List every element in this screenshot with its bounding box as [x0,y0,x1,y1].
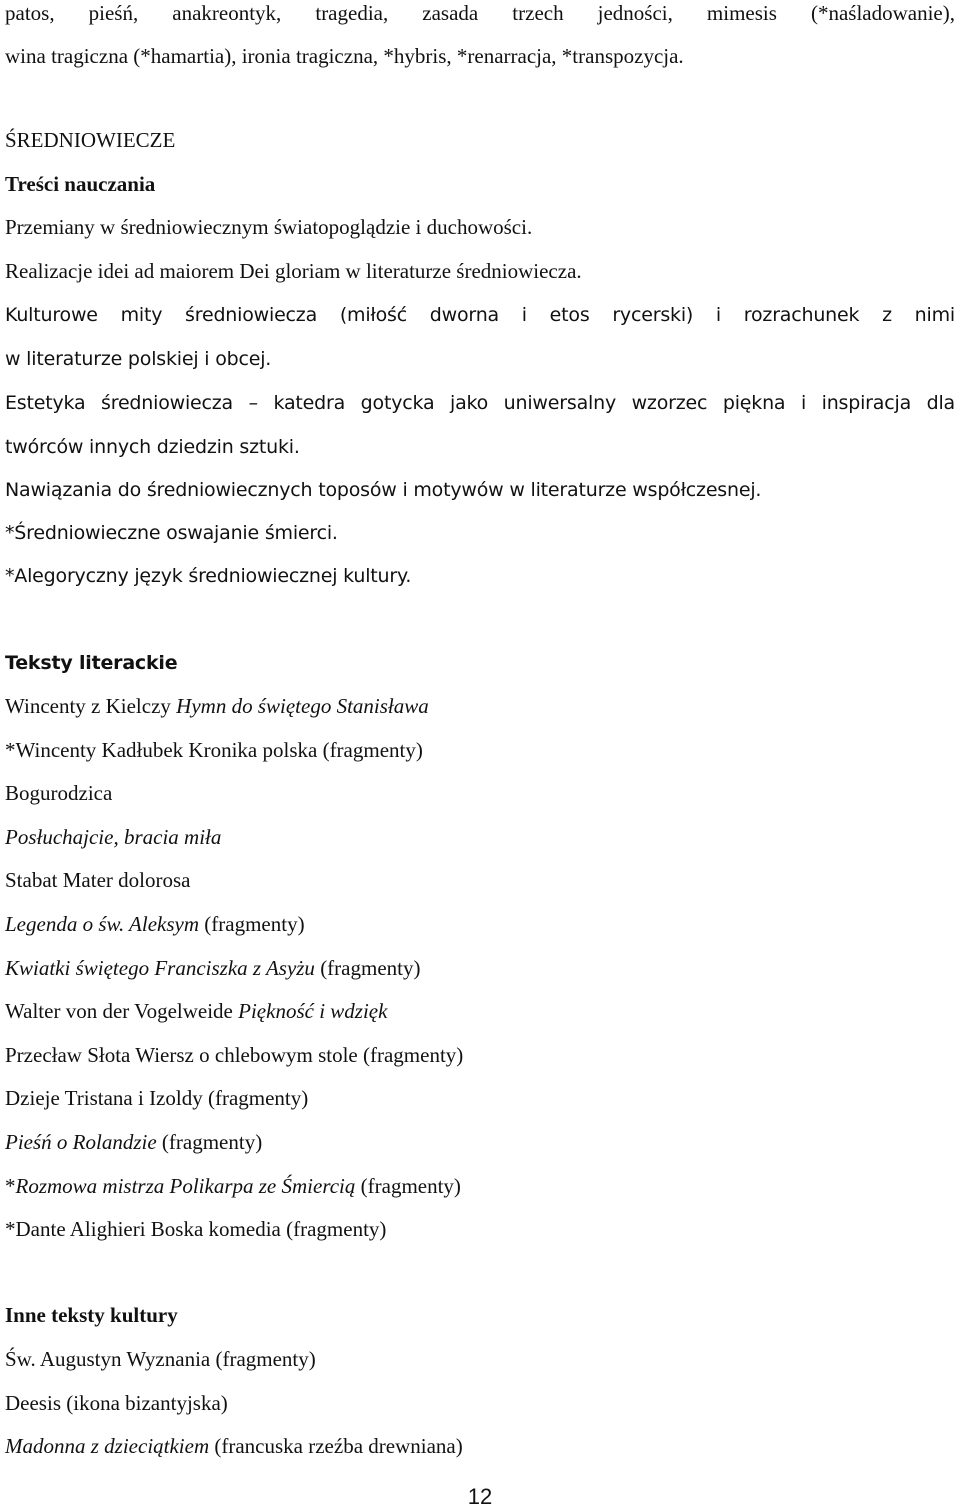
plain-text: (francuska rzeźba drewniana) [209,1434,463,1458]
literary-text-item [5,1129,955,1155]
literary-texts-heading: Teksty literackie [5,652,178,674]
literary-text-item [5,1173,955,1199]
title-text: Rozmowa mistrza Polikarpa ze Śmiercią [15,1173,356,1198]
literary-text-item [5,1085,955,1111]
page-number: 12 [467,1484,493,1509]
title-text: Madonna z dzieciątkiem [5,1434,210,1458]
literary-text-item [5,693,955,719]
literary-text-item [5,998,955,1024]
title-text: Piękność i wdzięk [238,999,388,1024]
content-line: twórców innych dziedzin sztuki. [5,436,300,458]
plain-text: (fragmenty) [199,912,305,936]
title-text: Pieśń o Rolandzie [5,1130,157,1154]
content-line: Estetyka średniowiecza – katedra gotycka jako uniwersalny wzorzec piękna i inspiracja dla [5,392,955,414]
literary-text-item [5,824,955,850]
title-text: Kwiatki świętego Franciszka z Asyżu [5,955,315,980]
plain-text: (fragmenty) [156,1130,263,1154]
content-line: Przemiany w średniowiecznym światopoglądzie i duchowości. [5,215,533,239]
title-text: Posłuchajcie, bracia miła [5,824,222,849]
plain-text: Deesis (ikona bizantyjska) [5,1390,228,1415]
content-line: Kulturowe mity średniowiecza (miłość dworna i etos rycerski) i rozrachunek z nimi [5,304,955,326]
plain-text: Walter von der Vogelweide [5,999,239,1024]
title-text: Legenda o św. Aleksym [5,912,200,936]
plain-text: *Wincenty Kadłubek Kronika polska (fragmenty) [5,737,423,762]
plain-text: Wincenty z Kielczy [5,694,177,718]
literary-text-item [5,737,955,763]
literary-text-item [5,780,955,806]
plain-text: Dzieje Tristana i Izoldy (fragmenty) [5,1086,309,1111]
literary-text-item [5,955,955,981]
literary-text-item [5,867,955,893]
plain-text: *Dante Alighieri Boska komedia (fragmenty) [5,1217,387,1242]
plain-text: Bogurodzica [5,781,113,806]
other-texts-heading: Inne teksty kultury [5,1303,178,1327]
other-text-item [5,1390,955,1416]
section-title: ŚREDNIOWIECZE [5,128,176,152]
literary-text-item [5,1216,955,1242]
content-line: Realizacje idei ad maiorem Dei gloriam w literaturze średniowiecza. [5,259,582,283]
content-heading: Treści nauczania [5,172,156,196]
title-text: Hymn do świętego Stanisława [176,694,429,718]
other-text-item [5,1346,955,1372]
plain-text: (fragmenty) [314,955,421,980]
plain-text: Przecław Słota Wiersz o chlebowym stole (fragmenty) [5,1042,464,1067]
plain-text: Św. Augustyn Wyznania (fragmenty) [5,1347,316,1371]
intro-line: patos, pieśń, anakreontyk, tragedia, zasada trzech jedności, mimesis (*naśladowanie), [5,1,955,25]
literary-text-item [5,911,955,937]
content-line: Nawiązania do średniowiecznych toposów i motywów w literaturze współczesnej. [5,479,762,501]
plain-text: (fragmenty) [355,1173,461,1198]
intro-line: wina tragiczna (*hamartia), ironia tragiczna, *hybris, *renarracja, *transpozycja. [5,44,684,68]
content-line: w literaturze polskiej i obcej. [5,348,272,370]
literary-text-item [5,1042,955,1068]
content-line: *Średniowieczne oswajanie śmierci. [5,522,338,544]
other-text-item [5,1433,955,1459]
plain-text: * [5,1173,16,1198]
content-line: *Alegoryczny język średniowiecznej kultury. [5,565,412,587]
plain-text: Stabat Mater dolorosa [5,868,191,893]
